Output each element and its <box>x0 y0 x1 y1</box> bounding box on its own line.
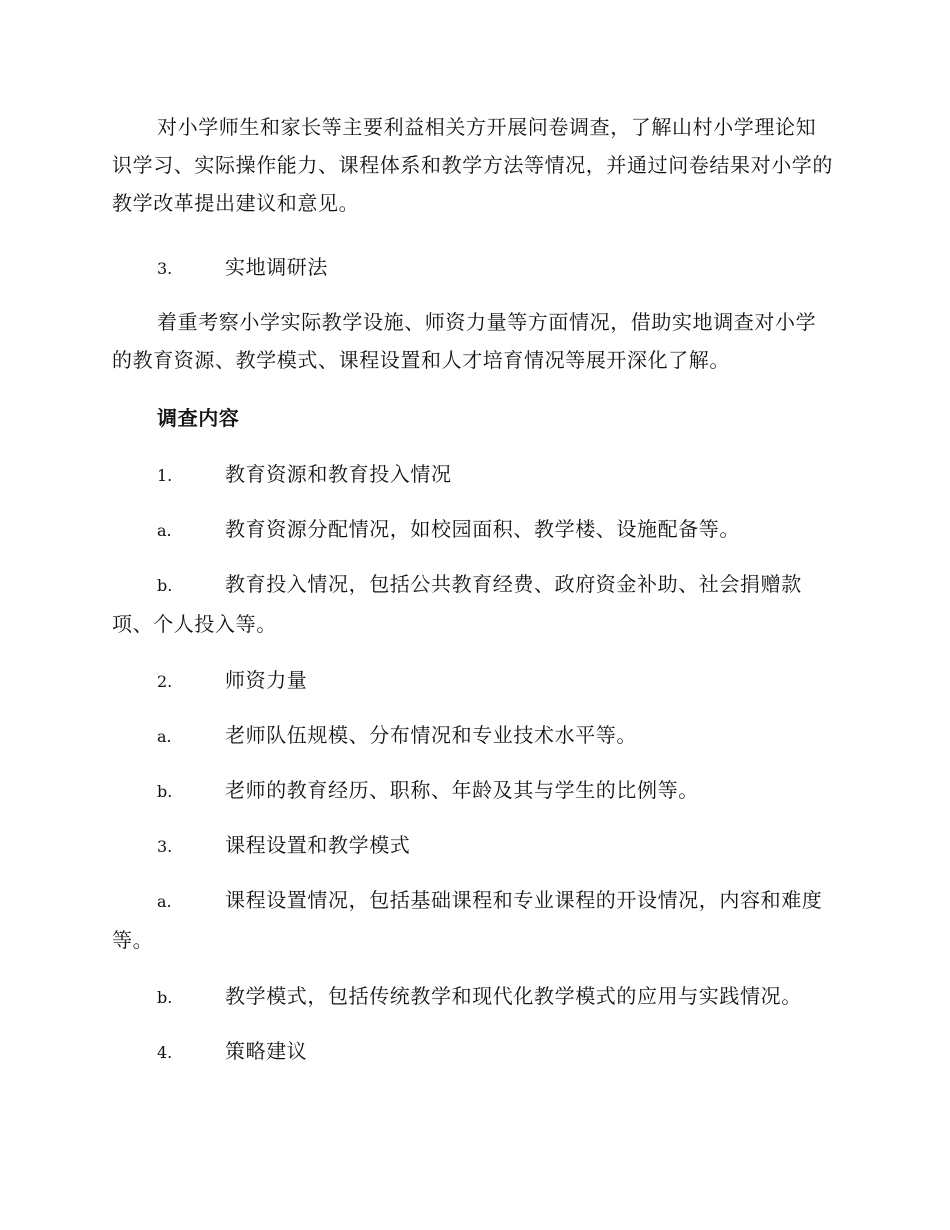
list-item-content-1b <box>112 565 836 643</box>
list-item-content-2 <box>157 661 837 701</box>
list-item-text: 教学模式，包括传统教学和现代化教学模式的应用与实践情况。 <box>225 984 802 1008</box>
list-item-content-3b <box>157 977 837 1017</box>
list-item-content-2b <box>157 771 837 811</box>
section-heading-survey-content: 调查内容 <box>157 406 240 430</box>
list-marker: 3. <box>157 837 173 856</box>
list-item-text: 策略建议 <box>225 1039 308 1063</box>
list-marker: 4. <box>157 1043 173 1062</box>
list-marker: b. <box>157 988 173 1007</box>
list-item-text: 老师队伍规模、分布情况和专业技术水平等。 <box>225 723 637 747</box>
list-item-method-3 <box>157 248 837 288</box>
list-item-text: 老师的教育经历、职称、年龄及其与学生的比例等。 <box>225 778 699 802</box>
list-item-content-1a <box>157 510 837 550</box>
paragraph-questionnaire-survey: 对小学师生和家长等主要利益相关方开展问卷调查，了解山村小学理论知识学习、实际操作能力、课程体系和教学方法等情况，并通过问卷结果对小学的教学改革提出建议和意见。 <box>112 115 833 215</box>
list-item-content-1 <box>157 455 837 495</box>
list-item-text: 课程设置情况，包括基础课程和专业课程的开设情况，内容和难度等。 <box>112 888 823 952</box>
list-marker: a. <box>157 892 172 911</box>
list-item-text: 教育资源和教育投入情况 <box>225 462 452 486</box>
list-item-text: 教育资源分配情况，如校园面积、教学楼、设施配备等。 <box>225 517 740 541</box>
list-marker: b. <box>157 576 173 595</box>
list-marker: 3. <box>157 259 173 278</box>
list-item-text: 课程设置和教学模式 <box>225 833 411 857</box>
list-item-text: 教育投入情况，包括公共教育经费、政府资金补助、社会捐赠款项、个人投入等。 <box>112 572 802 636</box>
list-marker: 1. <box>157 466 173 485</box>
list-item-text: 师资力量 <box>225 668 308 692</box>
list-item-text: 实地调研法 <box>225 255 328 279</box>
list-item-content-3 <box>157 826 837 866</box>
list-marker: b. <box>157 782 173 801</box>
paragraph-field-research: 着重考察小学实际教学设施、师资力量等方面情况，借助实地调查对小学的教育资源、教学模式、课程设置和人才培育情况等展开深化了解。 <box>112 310 817 372</box>
list-marker: 2. <box>157 672 173 691</box>
list-marker: a. <box>157 727 172 746</box>
list-item-content-3a <box>112 881 836 959</box>
list-marker: a. <box>157 521 172 540</box>
list-item-content-2a <box>157 716 837 756</box>
list-item-content-4 <box>157 1032 837 1072</box>
